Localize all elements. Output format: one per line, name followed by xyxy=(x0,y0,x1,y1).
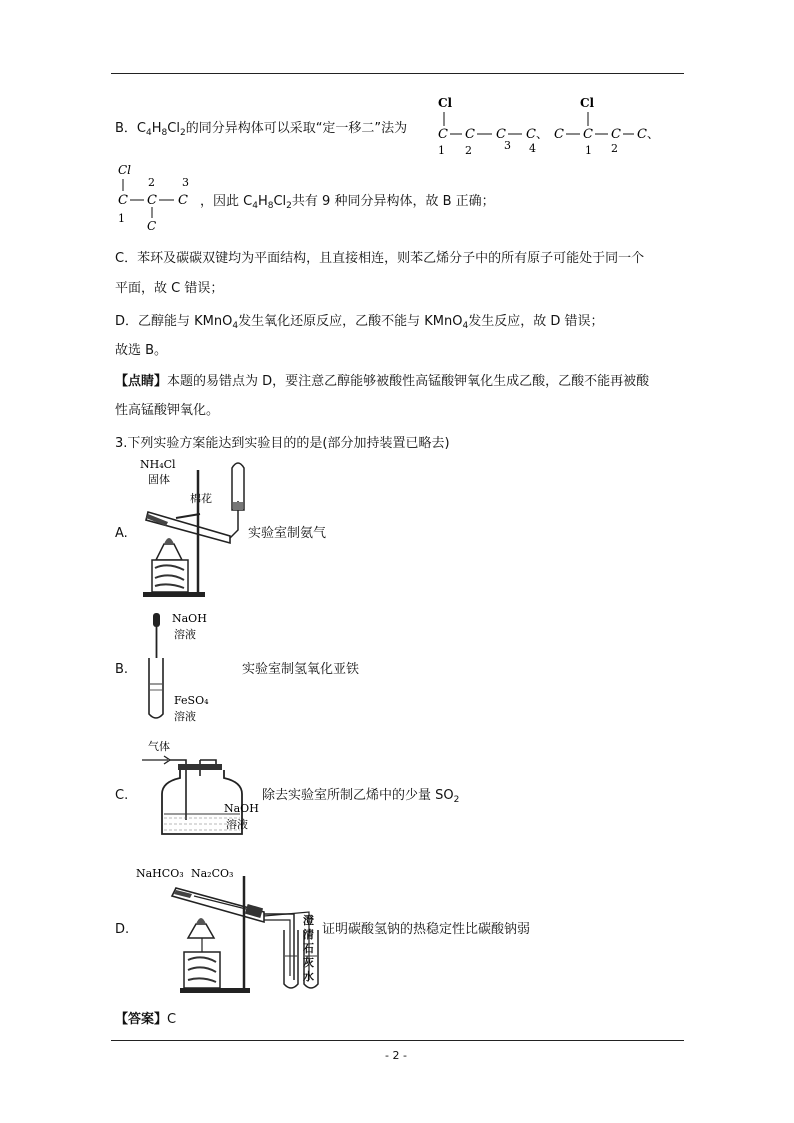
structure-formula-3 xyxy=(112,160,202,232)
carbon: C xyxy=(637,127,647,142)
nahco3-label: NaHCO₃ xyxy=(136,867,184,880)
naoh-label: NaOH xyxy=(224,802,259,815)
text: Cl xyxy=(273,194,287,209)
separator: 、 xyxy=(647,127,660,141)
option-c-line2: 平面，故 C 错误； xyxy=(115,281,224,296)
option-a-letter: A. xyxy=(115,526,128,541)
solution-label: 溶液 xyxy=(174,628,196,641)
choose-line: 故选 B。 xyxy=(115,343,168,358)
option-d-caption: 证明碳酸氢钠的热稳定性比碳酸钠弱 xyxy=(322,922,531,937)
answer-tag: 【答案】 xyxy=(115,1012,168,1027)
comment-tag: 【点睛】 xyxy=(115,374,168,389)
text: H xyxy=(151,121,162,136)
option-a-caption: 实验室制氨气 xyxy=(248,526,327,541)
position-number: 1 xyxy=(118,212,125,225)
carbon: C xyxy=(496,127,506,142)
text: 2 xyxy=(286,201,292,211)
text: ，因此 C xyxy=(200,194,253,209)
header-rule xyxy=(111,73,684,74)
text: B．C xyxy=(115,121,146,136)
comment-line2: 性高锰酸钾氧化。 xyxy=(115,403,220,418)
footer-rule xyxy=(111,1040,684,1041)
option-c-letter: C. xyxy=(115,788,129,803)
text: 4 xyxy=(232,321,239,331)
gas-label: 气体 xyxy=(148,740,170,753)
na2co3-label: Na₂CO₃ xyxy=(191,867,234,880)
text: H xyxy=(257,194,268,209)
feso4-label: FeSO₄ xyxy=(174,694,209,707)
text: 2 xyxy=(453,795,460,805)
text: 共有 9 种同分异构体，故 B 正确； xyxy=(291,194,495,209)
carbon: C xyxy=(554,127,564,142)
option-c-caption xyxy=(262,787,459,809)
carbon: C xyxy=(611,127,621,142)
cotton-label: 棉花 xyxy=(190,492,212,505)
carbon: C xyxy=(147,193,157,208)
answer-line xyxy=(115,1011,176,1029)
solution-label: 溶液 xyxy=(226,818,248,831)
page-number: - 2 - xyxy=(385,1049,407,1062)
solid-label: 固体 xyxy=(148,473,170,486)
carbon: C xyxy=(583,127,593,142)
answer-value: C xyxy=(167,1012,177,1027)
carbon: C xyxy=(178,193,188,208)
position-number: 2 xyxy=(148,176,155,189)
text: 发生反应，故 D 错误； xyxy=(468,314,604,329)
naoh-label: NaOH xyxy=(172,612,207,625)
text: 4 xyxy=(146,128,152,138)
carbon: C xyxy=(147,219,157,232)
apparatus-d xyxy=(134,864,330,996)
text: 4 xyxy=(462,321,469,331)
lime-water-label-1: 澄清石灰水 xyxy=(303,914,314,983)
carbon: C xyxy=(438,127,448,142)
text: 的同分异构体可以采取“定一移二”法为 xyxy=(185,121,408,136)
option-b-caption: 实验室制氢氧化亚铁 xyxy=(242,662,360,677)
position-number: 4 xyxy=(529,142,536,155)
question-3: 3.下列实验方案能达到实验目的的是(部分加持装置已略去) xyxy=(115,436,450,451)
option-c-line1: C．苯环及碳碳双键均为平面结构，且直接相连，则苯乙烯分子中的所有原子可能处于同一个 xyxy=(115,251,645,266)
position-number: 1 xyxy=(585,144,592,157)
apparatus-b xyxy=(138,610,238,725)
text: 发生氧化还原反应，乙酸不能与 KMnO xyxy=(238,314,463,329)
text: 4 xyxy=(252,201,258,211)
apparatus-a xyxy=(138,456,250,602)
apparatus-c xyxy=(138,738,263,838)
option-b-letter: B. xyxy=(115,662,129,677)
carbon: C xyxy=(526,127,536,142)
position-number: 2 xyxy=(465,144,472,157)
separator: 、 xyxy=(536,127,549,141)
text: D．乙醇能与 KMnO xyxy=(115,314,233,329)
text: 本题的易错点为 D，要注意乙醇能够被酸性高锰酸钾氧化生成乙酸，乙酸不能再被酸 xyxy=(167,374,650,389)
option-d-letter: D. xyxy=(115,922,130,937)
cl-label: Cl xyxy=(580,96,595,110)
structure-formulas-1-2 xyxy=(430,92,670,160)
nh4cl-label: NH₄Cl xyxy=(140,458,176,471)
position-number: 3 xyxy=(504,139,511,152)
position-number: 3 xyxy=(182,176,189,189)
option-b-line xyxy=(115,120,407,142)
text: Cl xyxy=(167,121,180,136)
text: 8 xyxy=(161,128,168,138)
text: 除去实验室所制乙烯中的少量 SO xyxy=(262,788,454,803)
carbon: C xyxy=(118,193,128,208)
position-number: 1 xyxy=(438,144,445,157)
option-b-tail xyxy=(200,193,495,215)
cl-label: Cl xyxy=(118,163,132,177)
carbon: C xyxy=(465,127,475,142)
text: 8 xyxy=(267,201,274,211)
comment-line1 xyxy=(115,373,649,391)
option-d-line xyxy=(115,313,603,335)
cl-label: Cl xyxy=(438,96,453,110)
text: 2 xyxy=(179,128,186,138)
position-number: 2 xyxy=(611,142,618,155)
solution-label: 溶液 xyxy=(174,710,196,723)
